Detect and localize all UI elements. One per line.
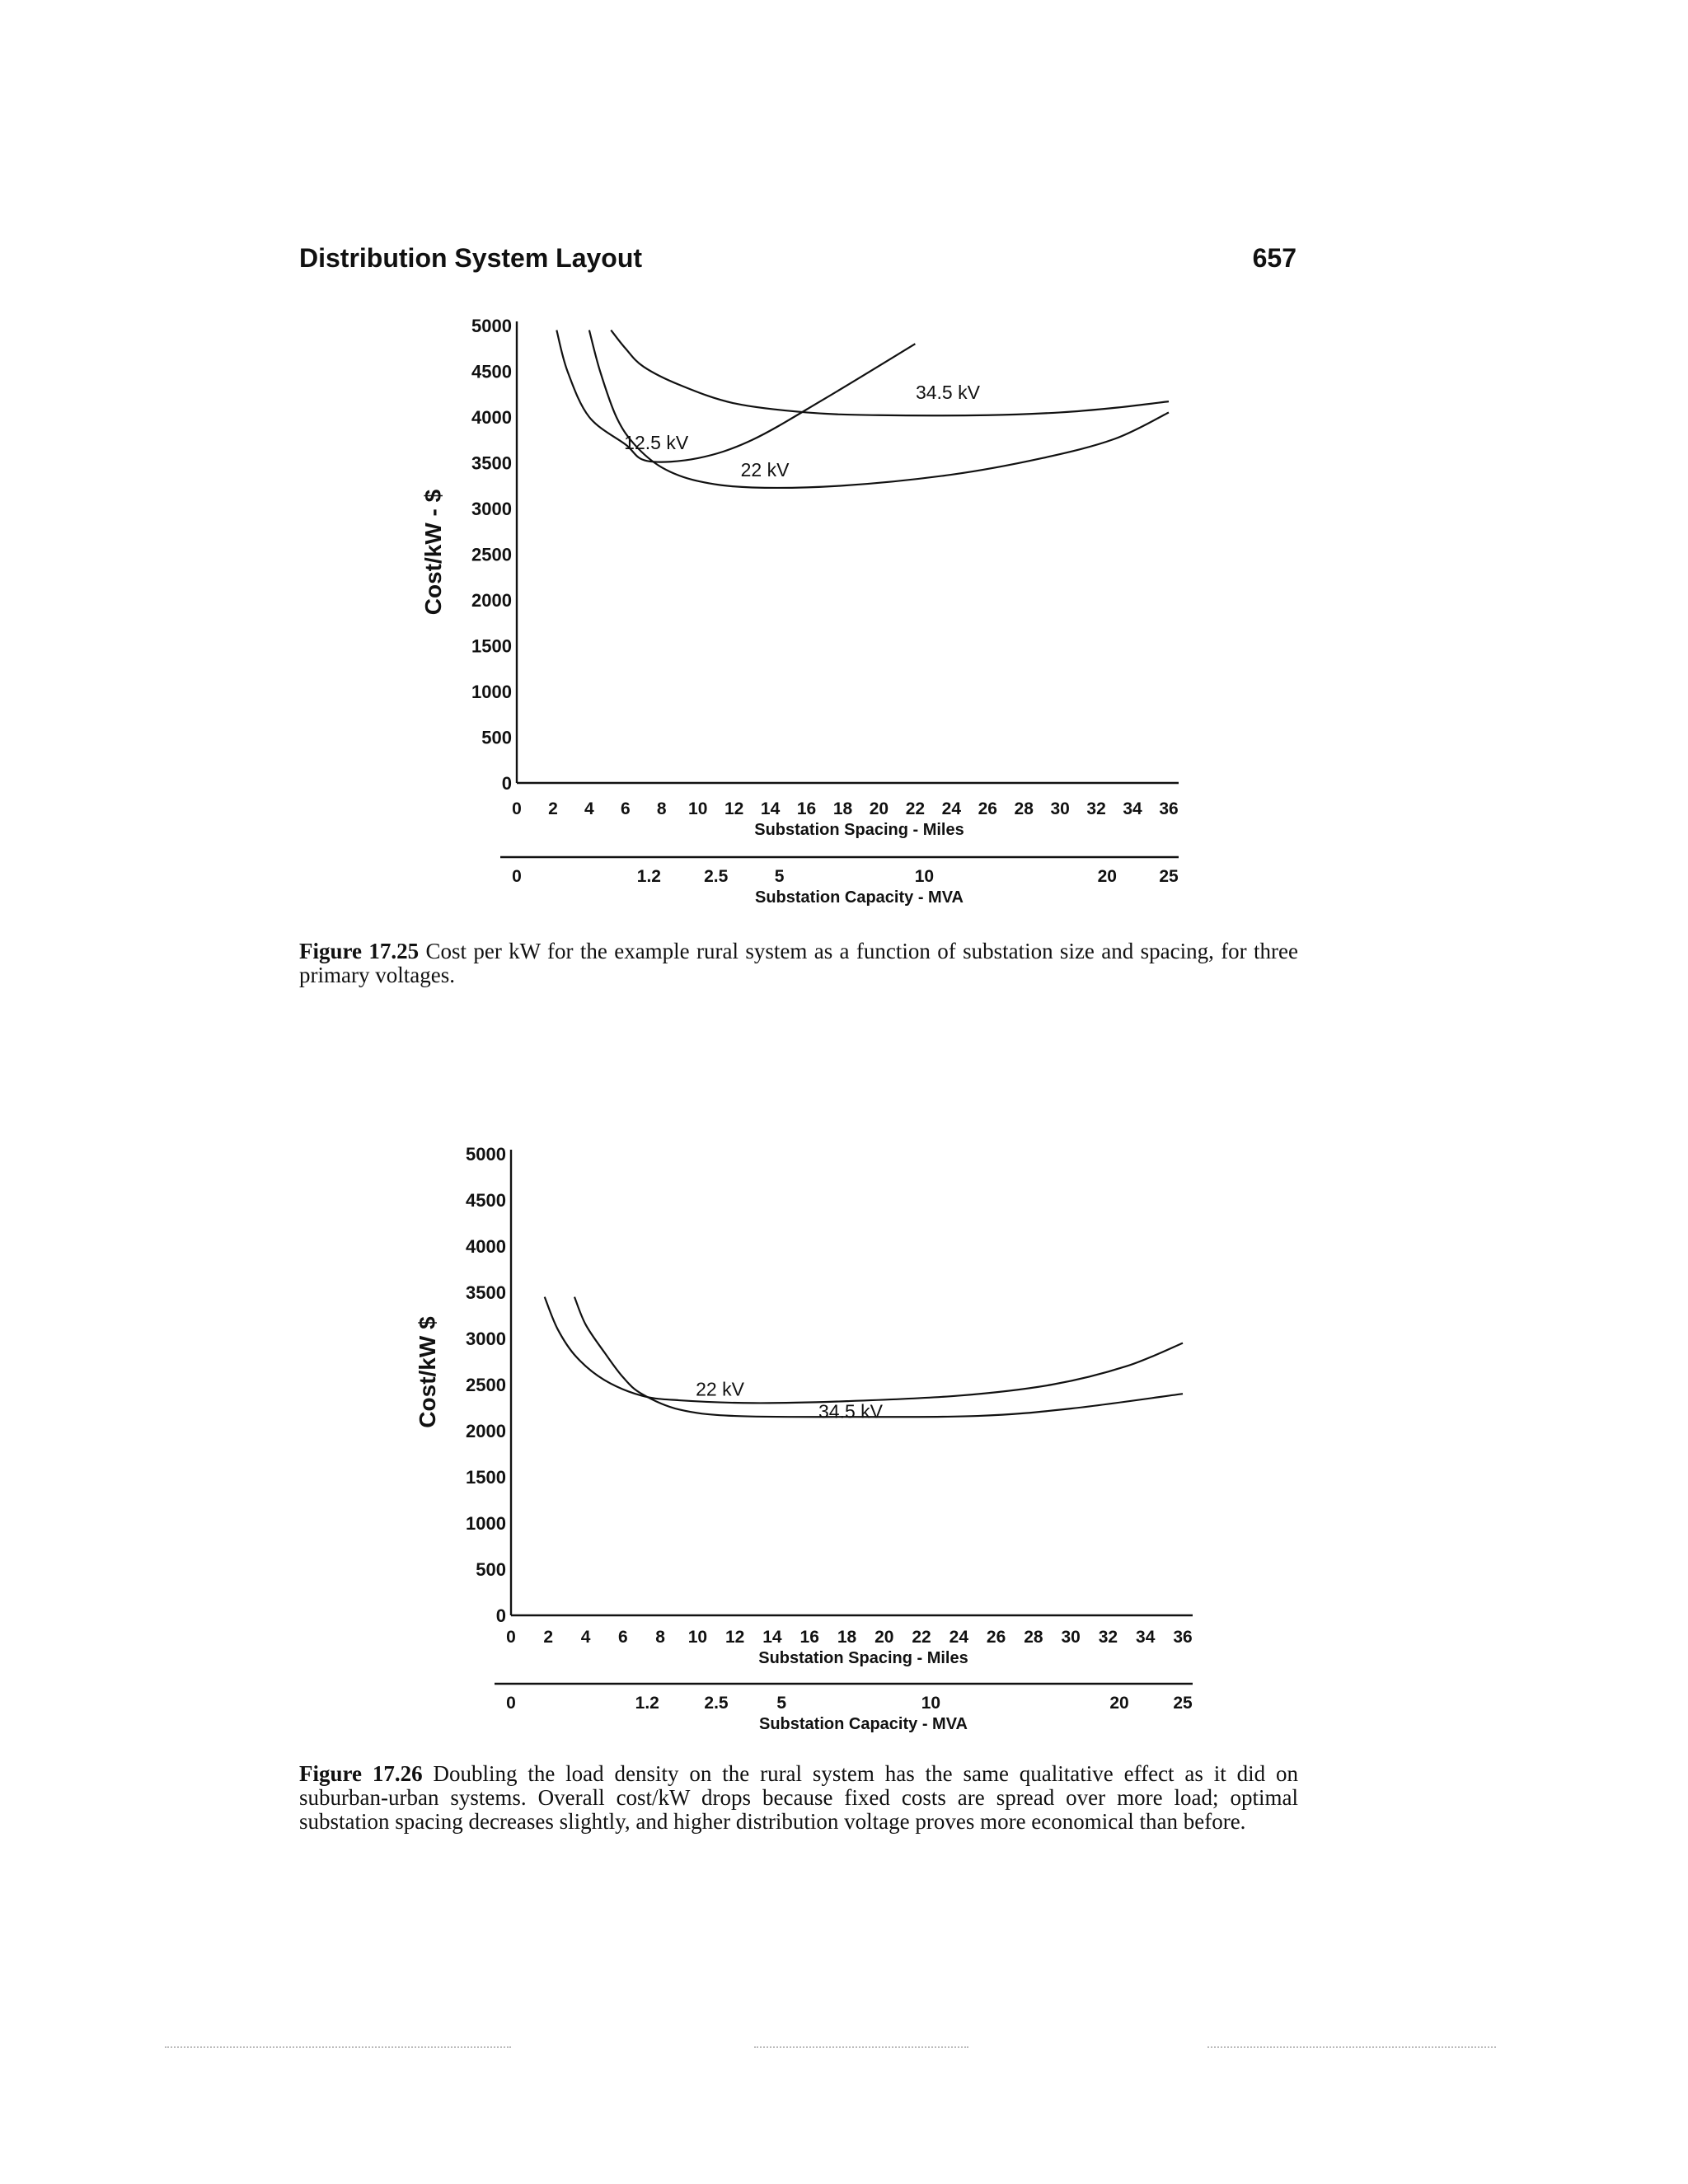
x-tick-label: 30: [1050, 799, 1070, 818]
secondary-x-tick-label: 25: [1159, 867, 1179, 886]
x-tick-label: 32: [1098, 1628, 1118, 1647]
y-tick-label: 4000: [471, 407, 512, 428]
secondary-x-axis-label: Substation Capacity - MVA: [755, 888, 964, 907]
figure-17-26-text: Doubling the load density on the rural system has the same qualitative effect as it did on suburban-urban systems. Overall cost/kW drops because fixed costs are spread over more load; optimal substation spacing decreases slightly, and higher distribution voltage proves more economical than before.: [299, 1761, 1298, 1834]
x-tick-label: 20: [874, 1628, 894, 1647]
y-tick-label: 4500: [471, 361, 512, 382]
y-tick-label: 0: [501, 773, 512, 794]
figure-17-26-label: Figure 17.26: [299, 1761, 423, 1786]
secondary-x-tick-label: 10: [914, 867, 935, 886]
running-head-title: Distribution System Layout: [299, 243, 643, 273]
x-tick-label: 0: [506, 1628, 516, 1647]
x-tick-label: 24: [941, 799, 962, 818]
x-tick-label: 16: [796, 799, 817, 818]
secondary-x-tick-label: 20: [1109, 1694, 1129, 1713]
curve-label-34-5-kv: 34.5 kV: [915, 381, 980, 403]
y-tick-label: 0: [495, 1605, 506, 1626]
curve-label-22-kv: 22 kV: [740, 459, 790, 481]
footer-rule-middle: [754, 2046, 968, 2048]
curve-22-kv: [589, 330, 1169, 488]
x-tick-label: 4: [580, 1628, 591, 1647]
secondary-x-tick-label: 2.5: [704, 867, 729, 886]
x-tick-label: 12: [724, 799, 744, 818]
x-tick-label: 14: [760, 799, 781, 818]
x-tick-label: 20: [869, 799, 889, 818]
figure-17-25-label: Figure 17.25: [299, 939, 420, 963]
y-tick-label: 4500: [466, 1190, 506, 1211]
secondary-x-tick-label: 10: [921, 1694, 941, 1713]
x-tick-label: 4: [584, 799, 594, 818]
y-tick-label: 1500: [471, 635, 512, 657]
x-tick-label: 36: [1173, 1628, 1193, 1647]
y-tick-label: 500: [481, 727, 512, 748]
x-tick-label: 24: [949, 1628, 969, 1647]
y-tick-label: 4000: [466, 1236, 506, 1257]
secondary-x-tick-label: 20: [1097, 867, 1117, 886]
secondary-x-tick-label: 2.5: [704, 1694, 729, 1713]
x-tick-label: 12: [724, 1628, 745, 1647]
secondary-x-tick-label: 1.2: [636, 867, 661, 886]
x-tick-label: 34: [1123, 799, 1142, 818]
x-tick-label: 2: [548, 799, 558, 818]
x-tick-label: 30: [1061, 1628, 1081, 1647]
x-axis-label: Substation Spacing - Miles: [758, 1649, 968, 1667]
x-tick-label: 8: [655, 1628, 665, 1647]
y-tick-label: 2000: [471, 590, 512, 611]
x-tick-label: 2: [543, 1628, 554, 1647]
secondary-x-tick-label: 5: [774, 867, 785, 886]
running-head: [299, 243, 1296, 284]
y-tick-label: 500: [476, 1559, 506, 1580]
x-tick-label: 28: [1024, 1628, 1043, 1647]
x-tick-label: 10: [688, 799, 708, 818]
x-tick-label: 10: [687, 1628, 708, 1647]
page-number: 657: [1252, 243, 1296, 273]
footer-rule-right: [1207, 2046, 1496, 2048]
x-tick-label: 22: [912, 1628, 931, 1647]
curve-22-kv: [545, 1297, 1183, 1404]
y-tick-label: 3500: [471, 452, 512, 474]
x-tick-label: 26: [986, 1628, 1006, 1647]
y-tick-label: 5000: [471, 316, 512, 336]
curve-label-12-5-kv: 12.5 kV: [624, 431, 689, 453]
x-axis-label: Substation Spacing - Miles: [754, 821, 964, 839]
secondary-x-tick-label: 25: [1173, 1694, 1193, 1713]
x-tick-label: 18: [837, 1628, 857, 1647]
x-tick-label: 34: [1136, 1628, 1156, 1647]
secondary-x-tick-label: 1.2: [635, 1694, 659, 1713]
y-axis-label: Cost/kW $: [415, 1316, 440, 1428]
x-tick-label: 18: [832, 799, 853, 818]
x-tick-label: 14: [762, 1628, 782, 1647]
curve-34-5-kv: [611, 330, 1169, 416]
x-tick-label: 36: [1159, 799, 1179, 818]
y-tick-label: 5000: [466, 1144, 506, 1165]
secondary-x-tick-label: 5: [776, 1694, 787, 1713]
x-tick-label: 28: [1014, 799, 1034, 818]
curve-label-22-kv: 22 kV: [696, 1378, 744, 1400]
figure-17-25-caption: [299, 940, 1298, 987]
x-tick-label: 8: [656, 799, 667, 818]
x-tick-label: 22: [905, 799, 926, 818]
figure-17-25-text: Cost per kW for the example rural system as a function of substation size and spacing, for three primary voltages.: [299, 939, 1298, 987]
figure-17-26-chart: [0, 1129, 1688, 1747]
curve-label-34-5-kv: 34.5 kV: [818, 1400, 884, 1422]
x-tick-label: 6: [617, 1628, 628, 1647]
curve-12-5-kv: [556, 330, 915, 462]
secondary-x-tick-label: 0: [512, 867, 522, 886]
x-tick-label: 26: [978, 799, 997, 818]
secondary-x-axis-label: Substation Capacity - MVA: [759, 1715, 968, 1733]
y-tick-label: 1000: [466, 1513, 506, 1534]
y-axis-label: Cost/kW - $: [420, 489, 446, 616]
secondary-x-tick-label: 0: [506, 1694, 516, 1713]
figure-17-26-caption: [299, 1762, 1298, 1834]
x-tick-label: 32: [1086, 799, 1106, 818]
y-tick-label: 3000: [466, 1329, 506, 1349]
y-tick-label: 3000: [471, 499, 512, 519]
y-tick-label: 2000: [466, 1421, 506, 1441]
figure-17-25-chart: [0, 313, 1688, 923]
y-tick-label: 2500: [466, 1375, 506, 1395]
y-tick-label: 2500: [471, 544, 512, 565]
y-tick-label: 1000: [471, 682, 512, 702]
y-tick-label: 3500: [466, 1282, 506, 1303]
x-tick-label: 0: [512, 799, 522, 818]
x-tick-label: 6: [620, 799, 631, 818]
y-tick-label: 1500: [466, 1467, 506, 1488]
x-tick-label: 16: [799, 1628, 819, 1647]
footer-rule-left: [165, 2046, 511, 2048]
